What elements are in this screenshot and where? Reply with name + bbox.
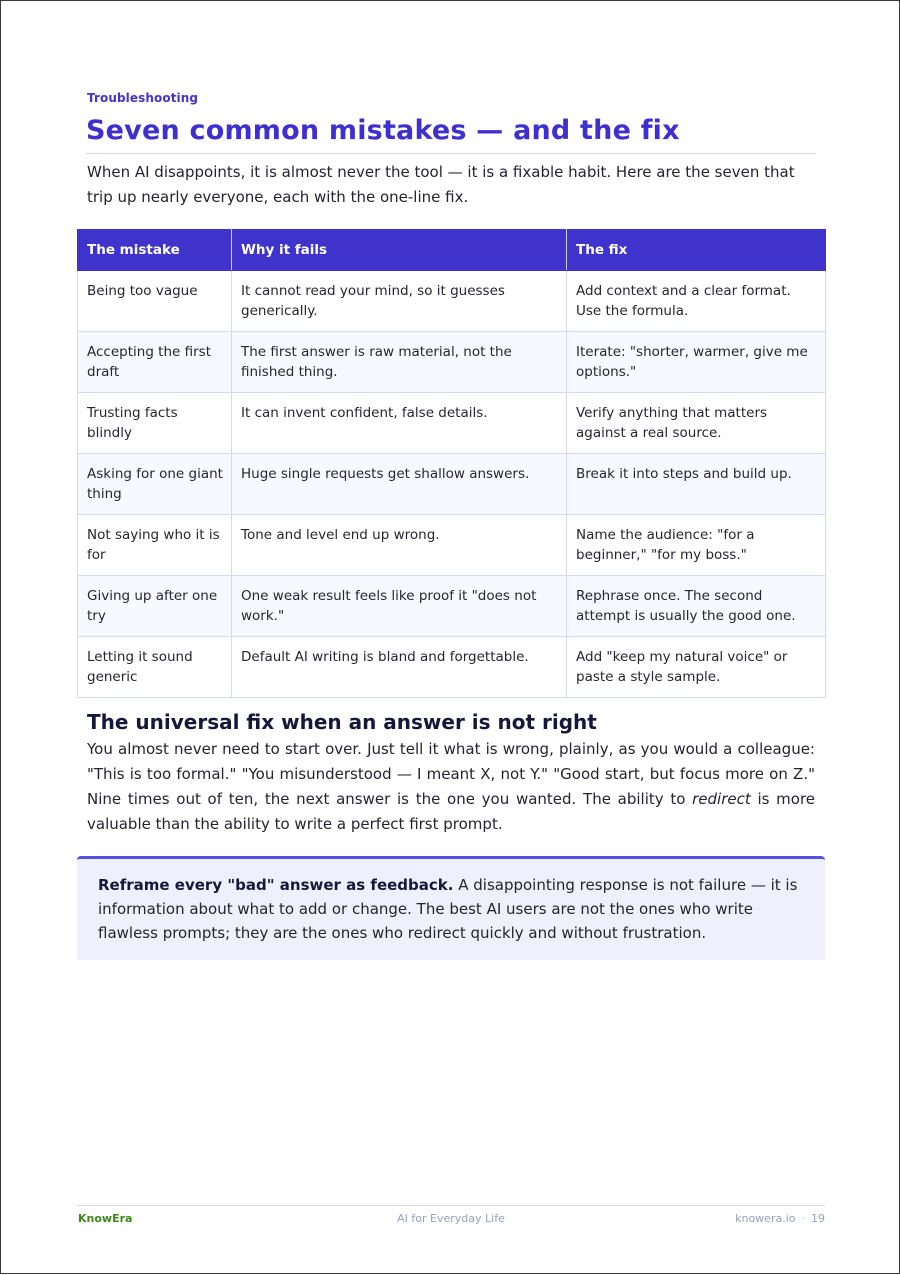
reframe-callout	[77, 856, 825, 960]
why-cell: Tone and level end up wrong.	[232, 515, 567, 576]
footer-page-info	[735, 1212, 825, 1225]
why-cell: It cannot read your mind, so it guesses generically.	[232, 271, 567, 332]
table-row	[78, 576, 826, 637]
page	[1, 1, 900, 1275]
footer-brand-logo: KnowEra	[78, 1212, 133, 1225]
callout-text	[98, 873, 803, 945]
mistake-cell: Being too vague	[78, 271, 232, 332]
callout-lead: Reframe every "bad" answer as feedback.	[98, 876, 454, 894]
mistake-cell: Giving up after one try	[78, 576, 232, 637]
paragraph-text-after: is more valuable than the ability to write a perfect first prompt.	[87, 790, 816, 833]
table-header-row	[78, 230, 826, 271]
why-cell: The first answer is raw material, not the finished thing.	[232, 332, 567, 393]
footer-book-title: AI for Everyday Life	[397, 1212, 505, 1225]
fix-cell: Name the audience: "for a beginner," "for my boss."	[567, 515, 826, 576]
callout-body: A disappointing response is not failure — it is information about what to add or change. The best AI users are not the ones who write flawless prompts; they are the ones who redirect quickly and without frustration.	[98, 876, 798, 942]
why-cell: One weak result feels like proof it "does not work."	[232, 576, 567, 637]
mistake-cell: Accepting the first draft	[78, 332, 232, 393]
mistake-cell: Not saying who it is for	[78, 515, 232, 576]
footer-separator: ·	[801, 1212, 805, 1225]
why-cell: Default AI writing is bland and forgettable.	[232, 637, 567, 698]
table-row	[78, 332, 826, 393]
table-row	[78, 454, 826, 515]
column-header-fix: The fix	[567, 230, 826, 271]
section-heading: The universal fix when an answer is not right	[87, 710, 597, 734]
mistake-cell: Trusting facts blindly	[78, 393, 232, 454]
page-title: Seven common mistakes — and the fix	[86, 115, 680, 146]
mistake-cell: Letting it sound generic	[78, 637, 232, 698]
column-header-mistake: The mistake	[78, 230, 232, 271]
footer-site: knowera.io	[735, 1212, 796, 1225]
why-cell: Huge single requests get shallow answers.	[232, 454, 567, 515]
fix-cell: Rephrase once. The second attempt is usually the good one.	[567, 576, 826, 637]
fix-cell: Break it into steps and build up.	[567, 454, 826, 515]
fix-cell: Iterate: "shorter, warmer, give me options."	[567, 332, 826, 393]
universal-fix-paragraph	[87, 737, 815, 837]
redirect-emphasis: redirect	[692, 790, 751, 808]
paragraph-text-before: You almost never need to start over. Just tell it what is wrong, plainly, as you would a colleague: "This is too formal." "You misunderstood — I meant X, not Y." "Good start, but focus more on Z." Nine times out of ten, the next answer is the one you wanted. The ability to	[87, 740, 815, 808]
why-cell: It can invent confident, false details.	[232, 393, 567, 454]
table-row	[78, 393, 826, 454]
intro-paragraph: When AI disappoints, it is almost never the tool — it is a fixable habit. Here are the seven that trip up nearly everyone, each with the one-line fix.	[87, 163, 795, 206]
fix-cell: Add context and a clear format. Use the formula.	[567, 271, 826, 332]
page-number: 19	[811, 1212, 825, 1225]
section-eyebrow: Troubleshooting	[87, 91, 199, 105]
title-divider	[86, 153, 816, 154]
fix-cell: Verify anything that matters against a real source.	[567, 393, 826, 454]
mistakes-table	[77, 229, 826, 698]
footer-divider	[77, 1205, 825, 1206]
mistake-cell: Asking for one giant thing	[78, 454, 232, 515]
table-row	[78, 271, 826, 332]
table-row	[78, 515, 826, 576]
column-header-why: Why it fails	[232, 230, 567, 271]
table-row	[78, 637, 826, 698]
fix-cell: Add "keep my natural voice" or paste a style sample.	[567, 637, 826, 698]
